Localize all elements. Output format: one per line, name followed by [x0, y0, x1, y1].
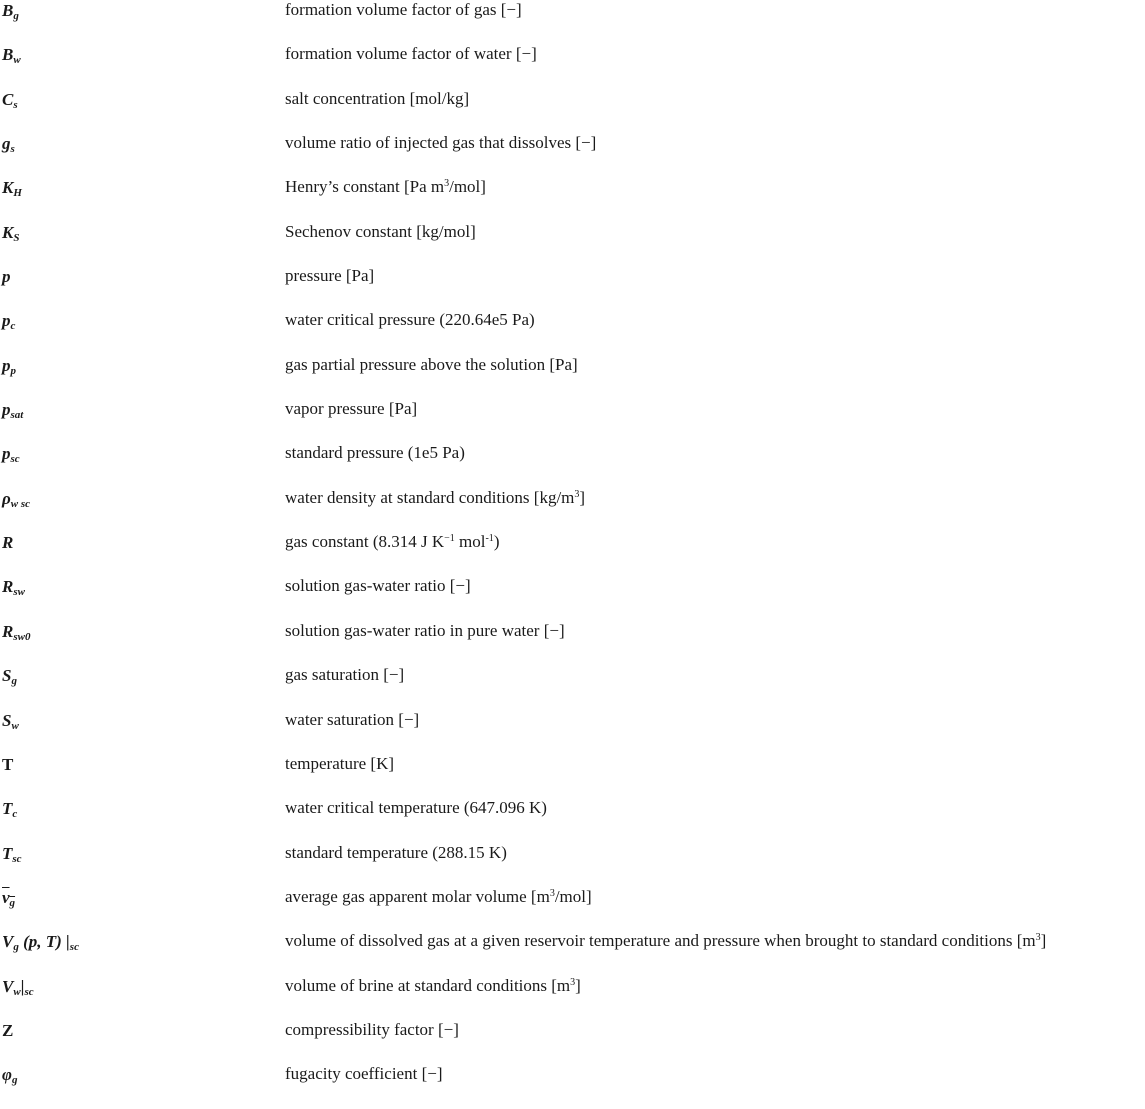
list-item — [0, 621, 1145, 665]
symbol: p — [2, 267, 11, 287]
list-item — [0, 488, 1145, 532]
list-item — [0, 310, 1145, 354]
symbol: $V_w|_{sc}$ — [2, 976, 34, 998]
description: volume of dissolved gas at a given reservoir temperature and pressure when brought to standard conditions $[m^3]$ — [285, 931, 1047, 951]
list-item — [0, 798, 1145, 842]
symbol: $K_S$ — [2, 222, 20, 244]
description: pressure [Pa] — [285, 266, 375, 286]
description: solution gas-water ratio [−] — [285, 576, 471, 596]
list-item — [0, 89, 1145, 133]
description: Sechenov constant [kg/mol] — [285, 221, 476, 241]
symbol: $\varphi_g$ — [2, 1065, 18, 1087]
symbol: $V_g$ (p, T) $|_{sc}$ — [2, 932, 79, 954]
symbol: $R_{sw0}$ — [2, 621, 31, 643]
description: water saturation [−] — [285, 709, 420, 729]
description: water critical pressure (220.64e5 Pa) — [285, 310, 535, 330]
description: gas saturation [−] — [285, 665, 405, 685]
description: average gas apparent molar volume $[m^3/mol]$ — [285, 886, 592, 906]
description: volume of brine at standard conditions $[m^3]$ — [285, 975, 581, 995]
list-item — [0, 222, 1145, 266]
symbol: $p_p$ — [2, 355, 16, 377]
list-item — [0, 976, 1145, 1020]
list-item — [0, 1020, 1145, 1064]
list-item — [0, 665, 1145, 709]
list-item — [0, 133, 1145, 177]
symbol: $p_c$ — [2, 311, 16, 333]
symbol: T — [2, 754, 14, 774]
list-item — [0, 931, 1145, 975]
symbol: $T_{sc}$ — [2, 843, 22, 865]
description: vapor pressure [Pa] — [285, 399, 418, 419]
symbol: $g_s$ — [2, 134, 15, 156]
symbol: $p_{sc}$ — [2, 444, 20, 466]
symbol: $B_w$ — [2, 45, 21, 67]
symbol: $S_w$ — [2, 710, 19, 732]
list-item — [0, 532, 1145, 576]
symbol: Z — [2, 1020, 14, 1040]
list-item — [0, 0, 1145, 44]
description: temperature [K] — [285, 753, 395, 773]
description: solution gas-water ratio in pure water [−] — [285, 620, 565, 640]
symbol: $B_g$ — [2, 1, 19, 22]
description: standard temperature (288.15 K) — [285, 842, 507, 862]
description: volume ratio of injected gas that dissolves [−] — [285, 133, 597, 153]
symbol: $K_H$ — [2, 178, 22, 200]
description: Henry’s constant [Pa $m^3/mol$] — [285, 177, 486, 197]
list-item — [0, 754, 1145, 798]
symbol: $p_{sat}$ — [2, 400, 24, 422]
description: compressibility factor [−] — [285, 1019, 459, 1039]
description: water density at standard conditions $[kg/m^3]$ — [285, 487, 586, 507]
description: formation volume factor of water [−] — [285, 44, 537, 64]
description: formation volume factor of gas [−] — [285, 0, 522, 19]
description: salt concentration [mol/kg] — [285, 88, 470, 108]
description: standard pressure (1e5 Pa) — [285, 443, 465, 463]
list-item — [0, 44, 1145, 88]
symbol: $T_c$ — [2, 799, 18, 821]
list-item — [0, 1064, 1145, 1108]
list-item — [0, 266, 1145, 310]
list-item — [0, 887, 1145, 931]
list-item — [0, 710, 1145, 754]
description: gas constant (8.314 J $K^{-1}$ mol$^{-1}$) — [285, 532, 500, 552]
list-item — [0, 177, 1145, 221]
symbol: $v_g$ — [2, 887, 16, 909]
description: water critical temperature (647.096 K) — [285, 798, 547, 818]
symbol: $S_g$ — [2, 666, 17, 688]
description: fugacity coefficient [−] — [285, 1064, 443, 1084]
symbol: $C_s$ — [2, 89, 18, 111]
list-item — [0, 443, 1145, 487]
description: gas partial pressure above the solution [Pa] — [285, 354, 578, 374]
list-item — [0, 355, 1145, 399]
symbol: $R_{sw}$ — [2, 577, 25, 599]
list-item — [0, 399, 1145, 443]
symbol: $\rho_{w sc}$ — [2, 488, 31, 510]
list-item — [0, 843, 1145, 887]
symbol: R — [2, 533, 14, 553]
list-item — [0, 576, 1145, 620]
